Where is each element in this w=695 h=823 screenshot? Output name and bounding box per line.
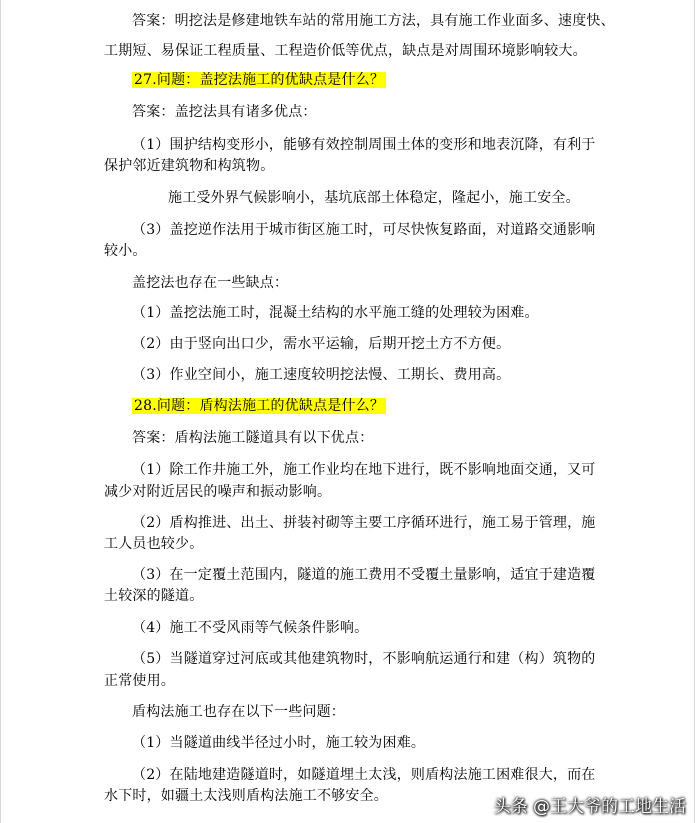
- answer-27-item-3-line-2: 较小。: [104, 243, 147, 259]
- answer-27-item-1-line-1: （1）围护结构变形小，能够有效控制周围土体的变形和地表沉降，有利于: [132, 137, 596, 153]
- answer-27-item-3-line-1: （3）盖挖逆作法用于城市街区施工时，可尽快恢复路面，对道路交通影响: [132, 222, 596, 238]
- question-28-highlight: 28.问题：盾构法施工的优缺点是什么？: [134, 398, 385, 414]
- answer-27-item-1-line-2: 保护邻近建筑物和构筑物。: [104, 158, 275, 174]
- answer-28-item-1-line-1: （1）除工作井施工外，施工作业均在地下进行，既不影响地面交通，又可: [132, 462, 596, 478]
- answer-28-item-3-line-1: （3）在一定覆土范围内，隧道的施工费用不受覆土量影响，适宜于建造覆: [132, 567, 596, 583]
- question-27-highlight: 27.问题：盖挖法施工的优缺点是什么？: [134, 72, 385, 88]
- answer-28-intro: 答案：盾构法施工隧道具有以下优点：: [132, 430, 374, 446]
- answer-27-disadvantage-2: （2）由于竖向出口少，需水平运输，后期开挖土方不方便。: [132, 336, 511, 352]
- answer-28-item-5-line-2: 正常使用。: [104, 673, 175, 689]
- watermark: 头条 @王大爷的工地生活: [493, 797, 686, 817]
- answer-28-item-3-line-2: 土较深的隧道。: [104, 588, 204, 604]
- answer-26-line-2: 工期短、易保证工程质量、工程造价低等优点，缺点是对周围环境影响较大。: [104, 43, 587, 59]
- answer-28-item-2-line-1: （2）盾构推进、出土、拼装衬砌等主要工序循环进行，施工易于管理，施: [132, 515, 596, 531]
- answer-28-item-2-line-2: 工人员也较少。: [104, 536, 204, 552]
- answer-28-item-4: （4）施工不受风雨等气候条件影响。: [132, 620, 369, 636]
- answer-28-problem-2-line-2: 水下时，如疆土太浅则盾构法施工不够安全。: [104, 788, 388, 804]
- answer-28-item-5-line-1: （5）当隧道穿过河底或其他建筑物时，不影响航运通行和建（构）筑物的: [132, 651, 596, 667]
- answer-28-item-1-line-2: 减少对附近居民的噪声和振动影响。: [104, 484, 332, 500]
- answer-26-line-1: 答案：明挖法是修建地铁车站的常用施工方法，具有施工作业面多、速度快、: [132, 13, 615, 29]
- answer-27-item-2: 施工受外界气候影响小，基坑底部土体稳定，隆起小，施工安全。: [168, 190, 580, 206]
- answer-28-problem-1: （1）当隧道曲线半径过小时，施工较为困难。: [132, 735, 426, 751]
- answer-27-disadvantages-intro: 盖挖法也存在一些缺点：: [132, 275, 289, 291]
- answer-27-disadvantage-3: （3）作业空间小，施工速度较明挖法慢、工期长、费用高。: [132, 367, 511, 383]
- question-28: [132, 397, 386, 415]
- answer-28-problems-intro: 盾构法施工也存在以下一些问题：: [132, 704, 345, 720]
- answer-27-intro: 答案：盖挖法具有诸多优点：: [132, 104, 317, 120]
- question-27: [132, 71, 386, 89]
- answer-27-disadvantage-1: （1）盖挖法施工时，混凝土结构的水平施工缝的处理较为困难。: [132, 305, 539, 321]
- answer-28-problem-2-line-1: （2）在陆地建造隧道时，如隧道埋土太浅，则盾构法施工困难很大，而在: [132, 767, 596, 783]
